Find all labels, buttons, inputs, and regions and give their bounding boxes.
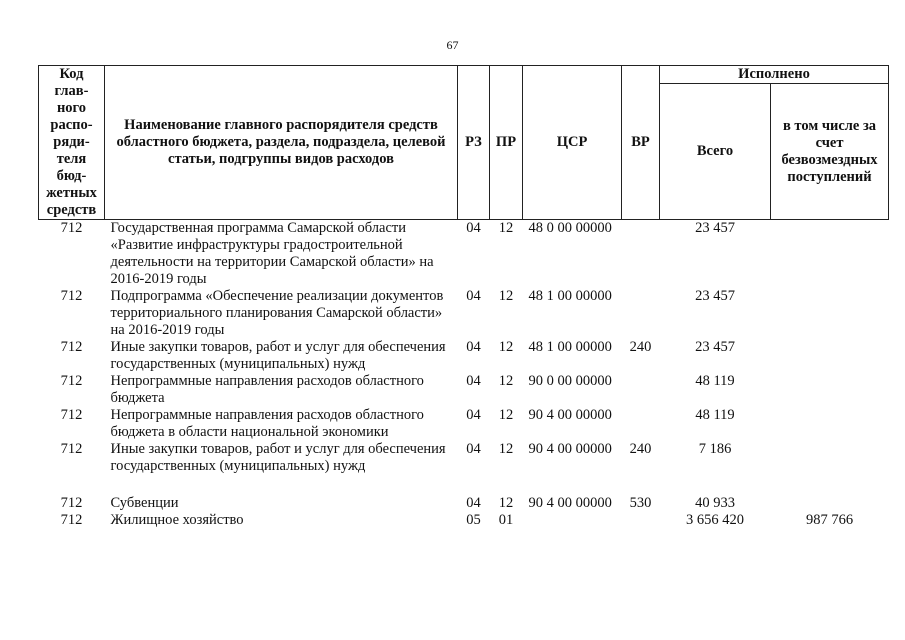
table-body [39,220,889,530]
row-vr [622,288,660,339]
row-pr: 12 [498,339,514,355]
row-pr: 12 [498,441,514,457]
row-pr: 12 [498,495,514,511]
header-gratuitous: в том числе за счет безвозмездных поступлений [771,84,889,220]
row-code: 712 [60,512,83,528]
row-rz: 04 [466,220,481,236]
row-code: 712 [60,441,83,457]
row-name: Жилищное хозяйство [110,512,244,528]
header-total: Всего [660,84,771,220]
row-total: 23 457 [695,339,735,355]
row-code: 712 [60,288,83,304]
row-csr: 48 1 00 00000 [528,339,612,355]
header-csr: ЦСР [523,66,622,220]
header-code [39,66,105,220]
row-code: 712 [60,407,83,423]
row-total: 7 186 [698,441,732,457]
table-row [39,288,889,339]
row-name: Иные закупки товаров, работ и услуг для обеспечения государственных (муниципальных) нужд [110,441,446,474]
row-rz: 05 [466,512,481,528]
row-gratuitous [771,495,889,512]
row-rz: 04 [466,339,481,355]
row-rz: 04 [466,407,481,423]
row-vr: 240 [629,339,652,355]
row-csr: 48 1 00 00000 [528,288,612,304]
header-code-lines: Код глав- ного распо- ряди- теля бюд- жетных средств [46,66,97,218]
row-total: 3 656 420 [686,512,744,528]
row-csr: 48 0 00 00000 [528,220,612,236]
row-name: Непрограммные направления расходов областного бюджета в области национальной экономики [110,407,424,440]
budget-table-container [38,65,888,529]
table-row [39,220,889,289]
row-csr [523,512,622,529]
row-gratuitous: 987 766 [805,512,854,528]
row-gratuitous [771,407,889,441]
row-vr: 530 [629,495,652,511]
table-row [39,373,889,407]
table-row [39,441,889,475]
row-vr [622,512,660,529]
row-csr: 90 4 00 00000 [528,441,612,457]
row-csr: 90 0 00 00000 [528,373,612,389]
row-code: 712 [60,220,83,236]
row-code: 712 [60,339,83,355]
row-total: 40 933 [695,495,735,511]
row-total: 23 457 [695,220,735,236]
row-name: Государственная программа Самарской области «Развитие инфраструктуры градостроительной деятельности на территории Самарской области» на 2016-2019 годы [110,220,434,287]
row-pr: 12 [498,373,514,389]
page-number: 67 [446,38,459,52]
row-vr [622,407,660,441]
row-rz: 04 [466,495,481,511]
spacer-row [39,475,889,495]
row-name: Иные закупки товаров, работ и услуг для обеспечения государственных (муниципальных) нужд [110,339,446,372]
row-name: Подпрограмма «Обеспечение реализации документов территориального планирования Самарской области» на 2016-2019 годы [110,288,444,338]
row-vr: 240 [629,441,652,457]
table-header [39,66,889,220]
row-pr: 12 [498,220,514,236]
row-total: 23 457 [695,288,735,304]
row-name: Субвенции [110,495,179,511]
row-pr: 12 [498,407,514,423]
row-code: 712 [60,373,83,389]
header-executed: Исполнено [660,66,889,84]
row-code: 712 [60,495,83,511]
header-pr: ПР [490,66,523,220]
table-row [39,495,889,512]
row-vr [622,220,660,289]
row-gratuitous [771,339,889,373]
row-rz: 04 [466,288,481,304]
row-total: 48 119 [695,373,735,389]
row-pr: 12 [498,288,514,304]
row-gratuitous [771,288,889,339]
header-name: Наименование главного распорядителя средств областного бюджета, раздела, подраздела, целевой статьи, подгруппы видов расходов [105,66,458,220]
budget-table [38,65,889,529]
row-gratuitous [771,220,889,289]
row-gratuitous [771,373,889,407]
row-vr [622,373,660,407]
row-rz: 04 [466,373,481,389]
row-csr: 90 4 00 00000 [528,407,612,423]
row-total: 48 119 [695,407,735,423]
table-row [39,339,889,373]
table-row [39,512,889,529]
row-pr: 01 [498,512,514,528]
header-vr: ВР [622,66,660,220]
row-gratuitous [771,441,889,475]
header-rz: РЗ [458,66,490,220]
row-name: Непрограммные направления расходов областного бюджета [110,373,424,406]
row-rz: 04 [466,441,481,457]
row-csr: 90 4 00 00000 [528,495,612,511]
table-row [39,407,889,441]
